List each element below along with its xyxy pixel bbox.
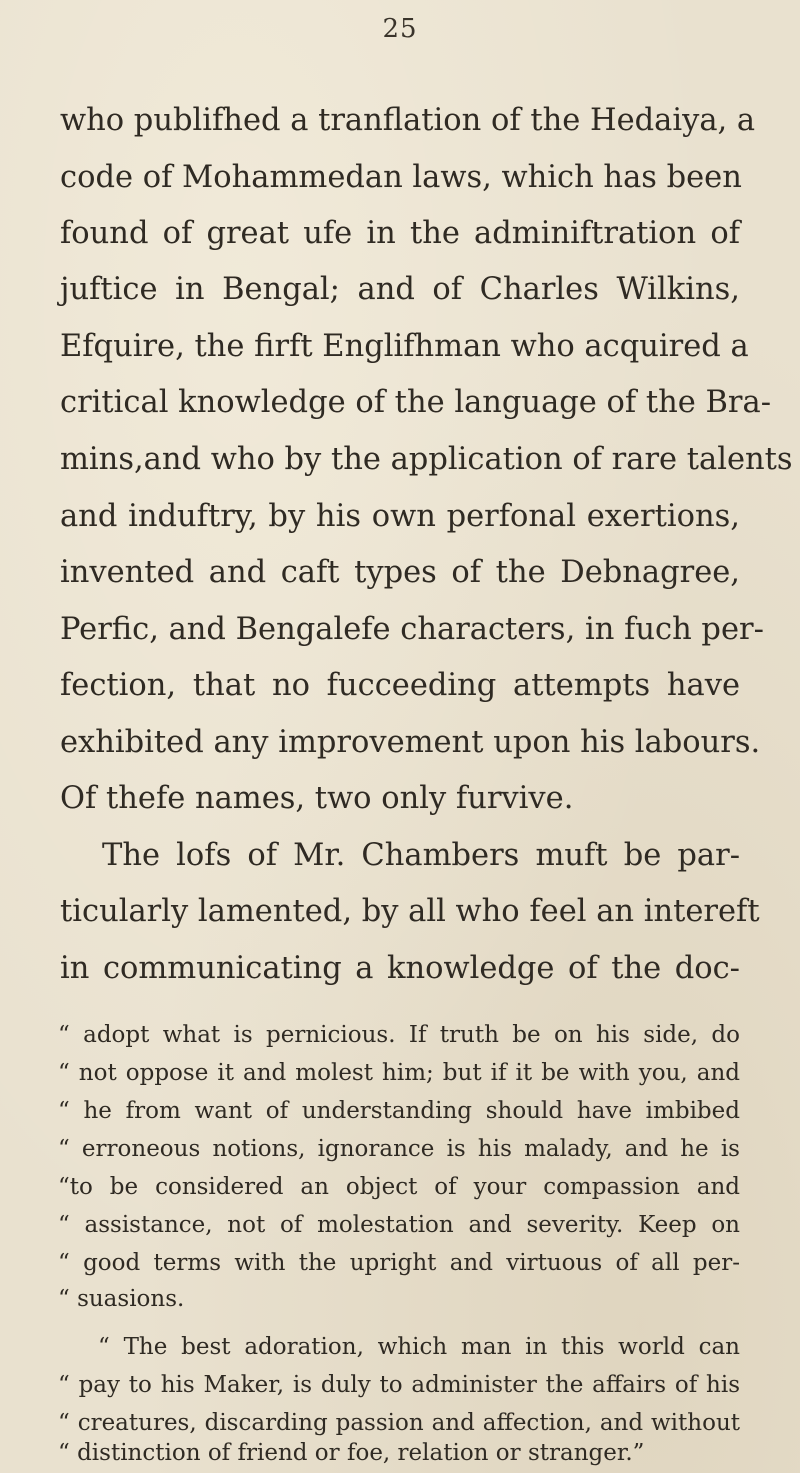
quote-line: “ assistance, not of molestation and severity. Keep on bbox=[58, 1212, 740, 1238]
text-line: ticularly lamented, by all who feel an intereft bbox=[60, 894, 760, 929]
text-line: in communicating a knowledge of the doc- bbox=[60, 951, 740, 986]
quote-line: “ suasions. bbox=[58, 1286, 185, 1312]
text-line: fection, that no fucceeding attempts have bbox=[60, 668, 740, 703]
quote-line: “ not oppose it and molest him; but if it be with you, and bbox=[58, 1060, 740, 1086]
text-line: and induftry, by his own perfonal exertions, bbox=[60, 499, 740, 534]
text-line: exhibited any improvement upon his labours. bbox=[60, 725, 761, 760]
quote-line: “to be considered an object of your compassion and bbox=[58, 1174, 740, 1200]
quote-line: “ creatures, discarding passion and affection, and without bbox=[58, 1410, 740, 1436]
text-line: Perfic, and Bengalefe characters, in fuch per- bbox=[60, 612, 764, 647]
quote-line: “ he from want of understanding should have imbibed bbox=[58, 1098, 740, 1124]
text-line: mins,and who by the application of rare talents bbox=[60, 442, 793, 477]
quote-line: “ distinction of friend or foe, relation or stranger.” bbox=[58, 1440, 645, 1466]
quote-line: “ erroneous notions, ignorance is his malady, and he is bbox=[58, 1136, 740, 1162]
quote-line: “ pay to his Maker, is duly to administer the affairs of his bbox=[58, 1372, 740, 1398]
quote-line: “ adopt what is pernicious. If truth be on his side, do bbox=[58, 1022, 740, 1048]
text-line: who publifhed a tranflation of the Hedaiya, a bbox=[60, 103, 756, 138]
text-line: code of Mohammedan laws, which has been bbox=[60, 160, 742, 195]
quote-line: “ The best adoration, which man in this world can bbox=[98, 1334, 740, 1360]
text-line: juftice in Bengal; and of Charles Wilkins, bbox=[60, 272, 740, 307]
text-line: critical knowledge of the language of the Bra- bbox=[60, 385, 772, 420]
text-line: found of great ufe in the adminiftration of bbox=[60, 216, 740, 251]
page-number: 25 bbox=[382, 14, 418, 44]
text-line: The lofs of Mr. Chambers muft be par- bbox=[102, 838, 740, 873]
quote-line: “ good terms with the upright and virtuous of all per- bbox=[58, 1250, 740, 1276]
text-line: Efquire, the firft Englifhman who acquired a bbox=[60, 329, 749, 364]
text-line: Of thefe names, two only furvive. bbox=[60, 781, 574, 816]
text-line: invented and caft types of the Debnagree, bbox=[60, 555, 740, 590]
